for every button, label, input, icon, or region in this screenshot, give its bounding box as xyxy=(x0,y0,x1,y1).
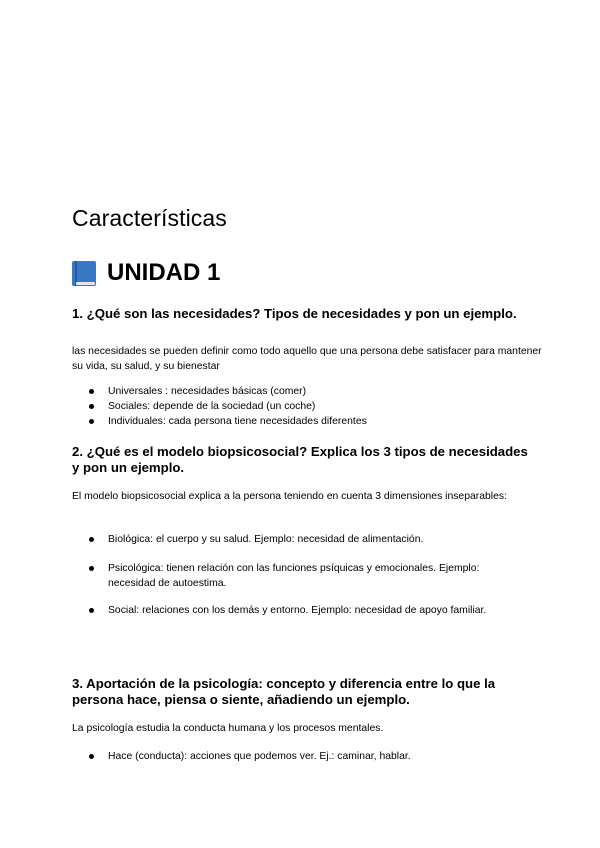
section1-question: 1. ¿Qué son las necesidades? Tipos de necesidades y pon un ejemplo. xyxy=(72,306,517,321)
section2-list xyxy=(72,532,522,547)
list-item: Biológica: el cuerpo y su salud. Ejemplo: necesidad de alimentación. xyxy=(72,532,522,547)
heading-caracteristicas: Características xyxy=(72,205,227,231)
section1-list xyxy=(72,384,522,429)
heading-unidad-text: UNIDAD 1 xyxy=(107,259,221,286)
section2-list-b xyxy=(72,561,522,591)
section2-question: 2. ¿Qué es el modelo biopsicosocial? Explica los 3 tipos de necesidades y pon un ejemplo. xyxy=(72,444,528,475)
list-item: Hace (conducta): acciones que podemos ver. Ej.: caminar, hablar. xyxy=(72,749,522,764)
bullet-icon xyxy=(89,608,94,613)
bullet-icon xyxy=(89,754,94,759)
list-item: Sociales: depende de la sociedad (un coche) xyxy=(72,399,522,414)
bullet-icon xyxy=(89,537,94,542)
list-item: Psicológica: tienen relación con las funciones psíquicas y emocionales. Ejemplo: necesidad de autoestima. xyxy=(72,561,522,591)
section3-paragraph: La psicología estudia la conducta humana y los procesos mentales. xyxy=(72,723,384,734)
list-item: Universales : necesidades básicas (comer) xyxy=(72,384,522,399)
section3-list xyxy=(72,749,522,764)
bullet-icon xyxy=(89,566,94,571)
blue-book-icon xyxy=(72,261,96,286)
section2-list-c xyxy=(72,603,522,618)
section1-paragraph: las necesidades se pueden definir como todo aquello que una persona debe satisfacer para mantener su vida, su salud, y su bienestar xyxy=(72,346,542,372)
section2-paragraph: El modelo biopsicosocial explica a la persona teniendo en cuenta 3 dimensiones inseparables: xyxy=(72,491,507,502)
list-item: Social: relaciones con los demás y entorno. Ejemplo: necesidad de apoyo familiar. xyxy=(72,603,522,618)
bullet-icon xyxy=(89,419,94,424)
section3-question: 3. Aportación de la psicología: concepto y diferencia entre lo que la persona hace, piensa o siente, añadiendo un ejemplo. xyxy=(72,676,496,707)
list-item: Individuales: cada persona tiene necesidades diferentes xyxy=(72,414,522,429)
heading-unidad xyxy=(72,259,220,287)
bullet-icon xyxy=(89,389,94,394)
bullet-icon xyxy=(89,404,94,409)
